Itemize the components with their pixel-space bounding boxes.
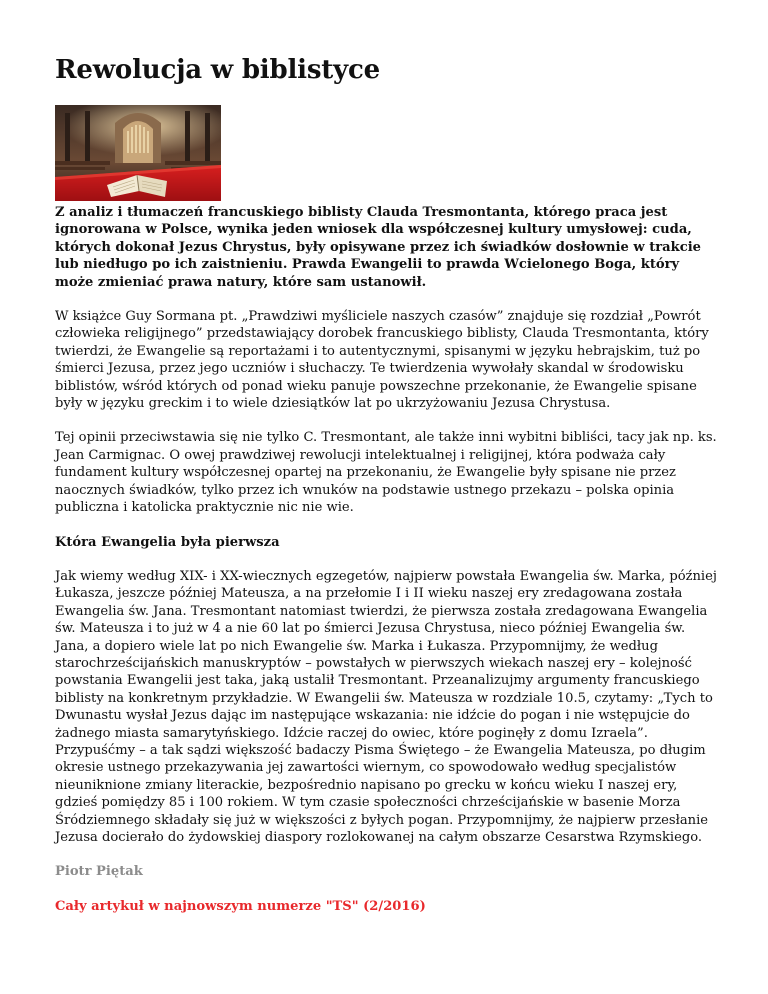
article-paragraph-1: W książce Guy Sormana pt. „Prawdziwi myśliciele naszych czasów” znajduje się rozdział „Powrót człowieka religijnego” przedstawiający dorobek francuskiego biblisty, Clauda Tresmontanta, który twierdzi, że Ewangelie są reportażami i to autentycznymi, spisanymi w języku hebrajskim, tuż po śmierci Jezusa, przez jego uczniów i słuchaczy. Te twierdzenia wywołały skandal w środowisku biblistów, wśród których od ponad wieku panuje powszechne przekonanie, że Ewangelie spisane były w języku greckim i to wiele dziesiątków lat po ukrzyżowaniu Jezusa Chrystusa. <box>55 309 709 412</box>
article-paragraph-3: Jak wiemy według XIX- i XX-wiecznych egzegetów, najpierw powstała Ewangelia św. Marka, później Łukasza, jeszcze później Mateusza, a na przełomie I i II wieku naszej ery zredagowana została Ewangelia św. Jana. Tresmontant natomiast twierdzi, że pierwsza została zredagowana Ewangelia św. Mateusza i to już w 4 a nie 60 lat po śmierci Jezusa Chrystusa, nieco później Ewangelia św. Jana, a dopiero wiele lat po nich Ewangelie św. Marka i Łukasza. Przypomnijmy, że według starochrześcijańskich manuskryptów – powstałych w pierwszych wiekach naszej ery – kolejność powstania Ewangelii jest taka, jaką ustalił Tresmontant. Przeanalizujmy argumenty francuskiego biblisty na konkretnym przykładzie. W Ewangelii św. Mateusza w rozdziale 10.5, czytamy: „Tych to Dwunastu wysłał Jezus dając im następujące wskazania: nie idźcie do pogan i nie wstępujcie do żadnego miasta samarytyńskiego. Idźcie raczej do owiec, które poginęły z domu Izraela”. Przypuśćmy – a tak sądzi większość badaczy Pisma Świętego – że Ewangelia Mateusza, po długim okresie ustnego przekazywania jej zawartości wiernym, co spowodowało według specjalistów nieuniknione zmiany literackie, bezpośrednio napisano po grecku w końcu wieku I naszej ery, gdzieś pomiędzy 85 i 100 rokiem. W tym czasie społeczności chrześcijańskie w basenie Morza Śródziemnego składały się już w większości z byłych pogan. Przypomnijmy, że najpierw przesłanie Jezusa docierało do żydowskiej diaspory rozlokowanej na całym obszarze Cesarstwa Rzymskiego. <box>55 568 717 845</box>
author-name: Piotr Piętak <box>55 864 143 880</box>
full-article-link[interactable]: Cały artykuł w najnowszym numerze "TS" (2/2016) <box>55 898 426 914</box>
article-paragraph-2: Tej opinii przeciwstawia się nie tylko C. Tresmontant, ale także inni wybitni bibliści, tacy jak np. ks. Jean Carmignac. O owej prawdziwej rewolucji intelektualnej i religijnej, która podważa cały fundament kultury współczesnej opartej na przekonaniu, że Ewangelie były spisane nie przez naocznych świadków, tylko przez ich wnuków na podstawie ustnego przekazu – polska opinia publiczna i katolicka praktycznie nic nie wie. <box>55 430 717 516</box>
section-heading: Która Ewangelia była pierwsza <box>55 534 280 550</box>
article-body <box>55 204 720 915</box>
church-interior-with-open-bible-photo <box>55 105 221 201</box>
article-lead: Z analiz i tłumaczeń francuskiego biblisty Clauda Tresmontanta, którego praca jest ignorowana w Polsce, wynika jeden wniosek dla współczesnej kultury umysłowej: cuda, których dokonał Jezus Chrystus, były opisywane przez ich świadków dosłownie w trakcie lub niedługo po ich zaistnieniu. Prawda Ewangelii to prawda Wcielonego Boga, który może zmieniać prawa natury, które sam ustanowił. <box>55 205 701 290</box>
page-title: Rewolucja w biblistyce <box>55 55 380 85</box>
